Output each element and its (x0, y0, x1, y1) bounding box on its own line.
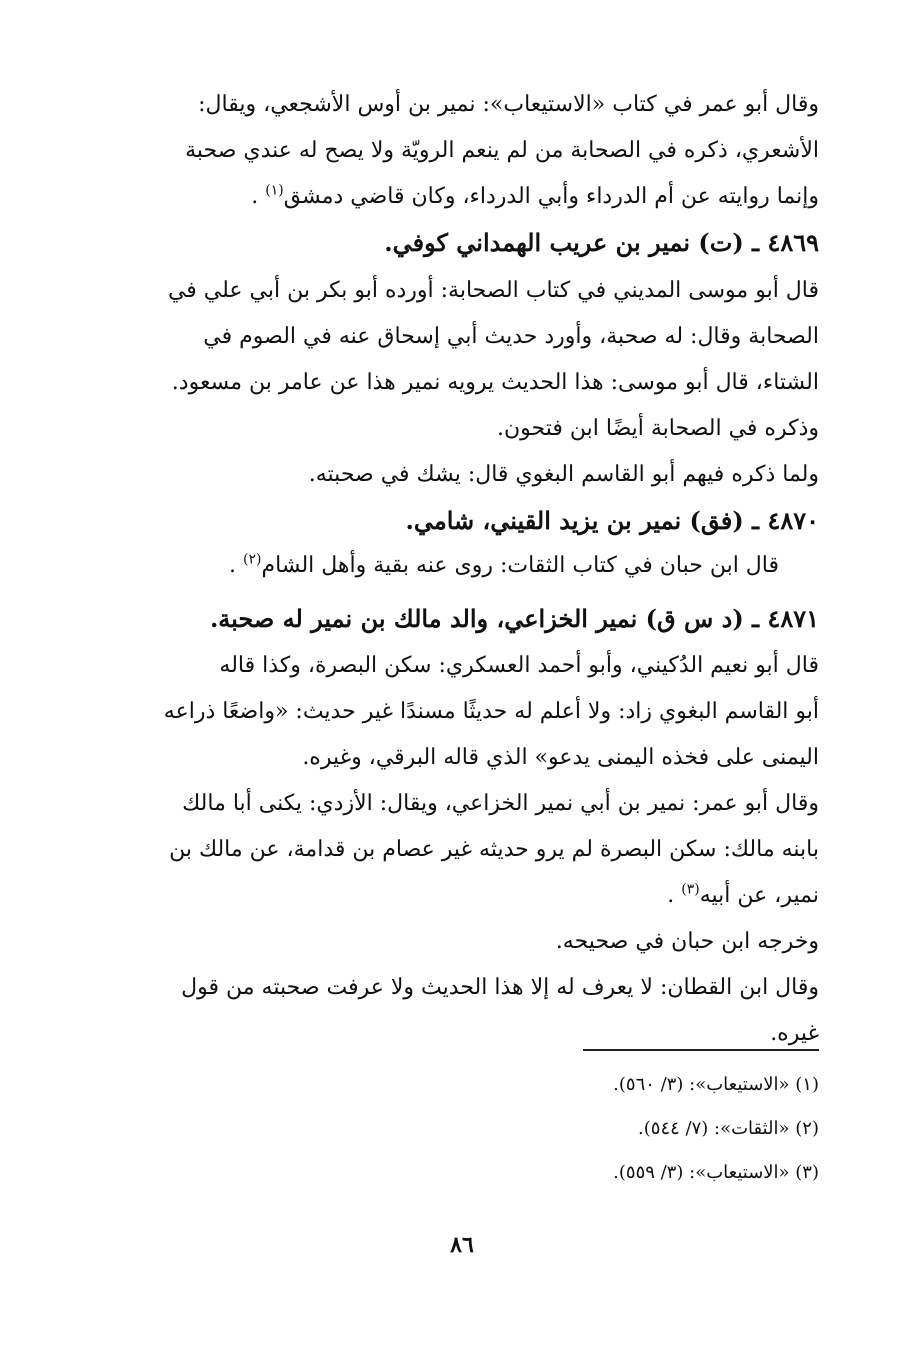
text-line: أبو القاسم البغوي زاد: ولا أعلم له حديثًا مسندًا غير حديث: «واضعًا ذراعه (163, 699, 819, 724)
text-line: ولما ذكره فيهم أبو القاسم البغوي قال: يشك في صحبته. (308, 462, 819, 487)
text-line: قال أبو نعيم الدُكيني، وأبو أحمد العسكري: سكن البصرة، وكذا قاله (219, 653, 819, 678)
footnote: (٣) «الاستيعاب»: (٣/ ٥٥٩). (613, 1162, 819, 1183)
text-line: وذكره في الصحابة أيضًا ابن فتحون. (497, 416, 819, 441)
footnote-reference: (٢) (243, 551, 262, 568)
text-line: الصحابة وقال: له صحبة، وأورد حديث أبي إسحاق عنه في الصوم في (203, 324, 819, 349)
text-line: بابنه مالك: سكن البصرة لم يرو حديثه غير عصام بن قدامة، عن مالك بن (169, 837, 819, 862)
text-line: غيره. (770, 1021, 819, 1046)
entry-body-4871 (100, 643, 819, 1057)
text-line: وقال ابن القطان: لا يعرف له إلا هذا الحديث ولا عرفت صحبته من قول (181, 975, 819, 1000)
footnote: (١) «الاستيعاب»: (٣/ ٥٦٠). (613, 1074, 819, 1095)
footnotes (100, 1063, 819, 1195)
entry-heading-4869: ٤٨٦٩ ـ (ت) نمير بن عريب الهمداني كوفي. (384, 228, 819, 257)
footnote-divider (583, 1049, 819, 1051)
entry-body-4869 (100, 268, 819, 498)
text-line: قال ابن حبان في كتاب الثقات: روى عنه بقية وأهل الشام$^{(٢)}$ . (229, 551, 779, 578)
text-line: الأشعري، ذكره في الصحابة من لم ينعم الرويّة ولا يصح له عندي صحبة (185, 138, 819, 163)
text-line: اليمنى على فخذه اليمنى يدعو» الذي قاله البرقي، وغيره. (302, 745, 819, 770)
text-line: الشتاء، قال أبو موسى: هذا الحديث يرويه نمير هذا عن عامر بن مسعود. (171, 370, 819, 395)
entry-heading-4870: ٤٨٧٠ ـ (فق) نمير بن يزيد القيني، شامي. (405, 506, 819, 535)
entry-body-4870 (100, 543, 819, 589)
footnote: (٢) «الثقات»: (٧/ ٥٤٤). (638, 1118, 819, 1139)
entry-heading-4871: ٤٨٧١ ـ (د س ق) نمير الخزاعي، والد مالك بن نمير له صحبة. (209, 604, 819, 633)
opening-paragraph (100, 82, 819, 220)
text-line: وقال أبو عمر في كتاب «الاستيعاب»: نمير بن أوس الأشجعي، ويقال: (198, 92, 819, 117)
text-line: وخرجه ابن حبان في صحيحه. (555, 929, 819, 954)
footnote-reference: (١) (265, 182, 284, 199)
text-line: وإنما روايته عن أم الدرداء وأبي الدرداء، وكان قاضي دمشق$^{(١)}$ . (251, 182, 819, 209)
text-line: قال أبو موسى المديني في كتاب الصحابة: أورده أبو بكر بن أبي علي في (167, 278, 819, 303)
footnote-reference: (٣) (681, 881, 700, 898)
text-line: نمير، عن أبيه$^{(٣)}$ . (667, 881, 819, 908)
page-number: ٨٦ (450, 1232, 474, 1258)
text-line: وقال أبو عمر: نمير بن أبي نمير الخزاعي، ويقال: الأزدي: يكنى أبا مالك (182, 791, 819, 816)
